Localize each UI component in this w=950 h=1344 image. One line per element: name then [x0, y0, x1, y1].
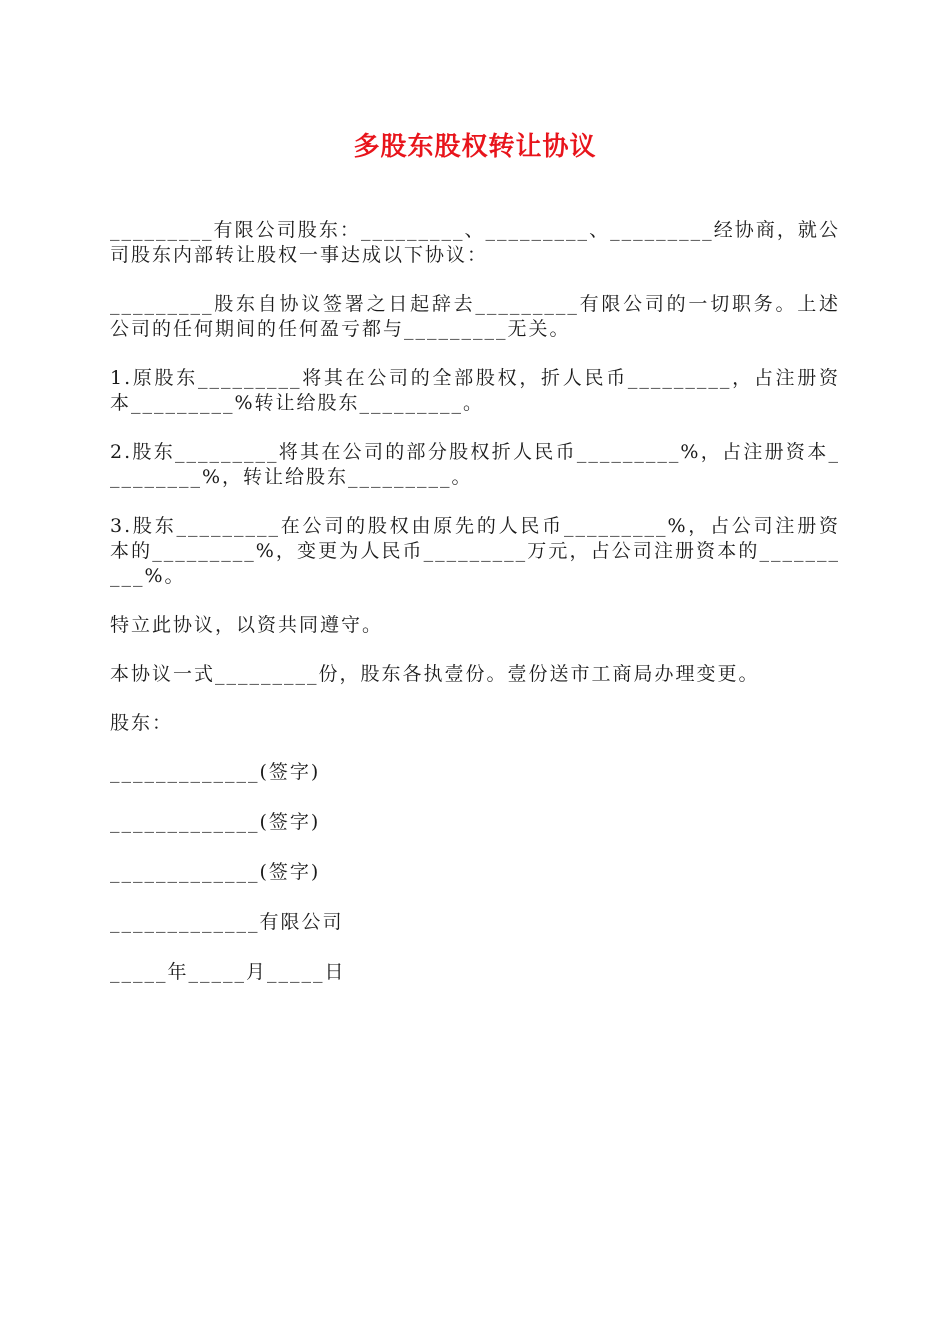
signature-line-2: _____________(签字) [110, 811, 321, 833]
company-line: _____________有限公司 [110, 911, 344, 933]
shareholders-label: 股东： [110, 712, 174, 734]
clause-1: 1.原股东_________将其在公司的全部股权，折人民币_________，占注册资本_________%转让给股东_________。 [110, 367, 840, 414]
resignation-paragraph: _________股东自协议签署之日起辞去_________有限公司的一切职务。上述公司的任何期间的任何盈亏都与_________无关。 [110, 293, 840, 340]
document-title: 多股东股权转让协议 [353, 132, 597, 162]
date-line: _____年_____月_____日 [110, 961, 346, 983]
document-body [110, 218, 840, 1010]
clause-3: 3.股东_________在公司的股权由原先的人民币_________%，占公司注册资本的_________%，变更为人民币_________万元，占公司注册资本的__________%。 [110, 515, 840, 587]
signature-line-3: _____________(签字) [110, 861, 321, 883]
copies-statement: 本协议一式_________份，股东各执壹份。壹份送市工商局办理变更。 [110, 663, 760, 685]
clause-2: 2.股东_________将其在公司的部分股权折人民币_________%，占注册资本_________%，转让给股东_________。 [110, 441, 840, 488]
agreement-statement: 特立此协议，以资共同遵守。 [110, 614, 384, 636]
intro-paragraph: _________有限公司股东：_________、_________、_________经协商，就公司股东内部转让股权一事达成以下协议： [110, 219, 840, 266]
signature-line-1: _____________(签字) [110, 761, 321, 783]
